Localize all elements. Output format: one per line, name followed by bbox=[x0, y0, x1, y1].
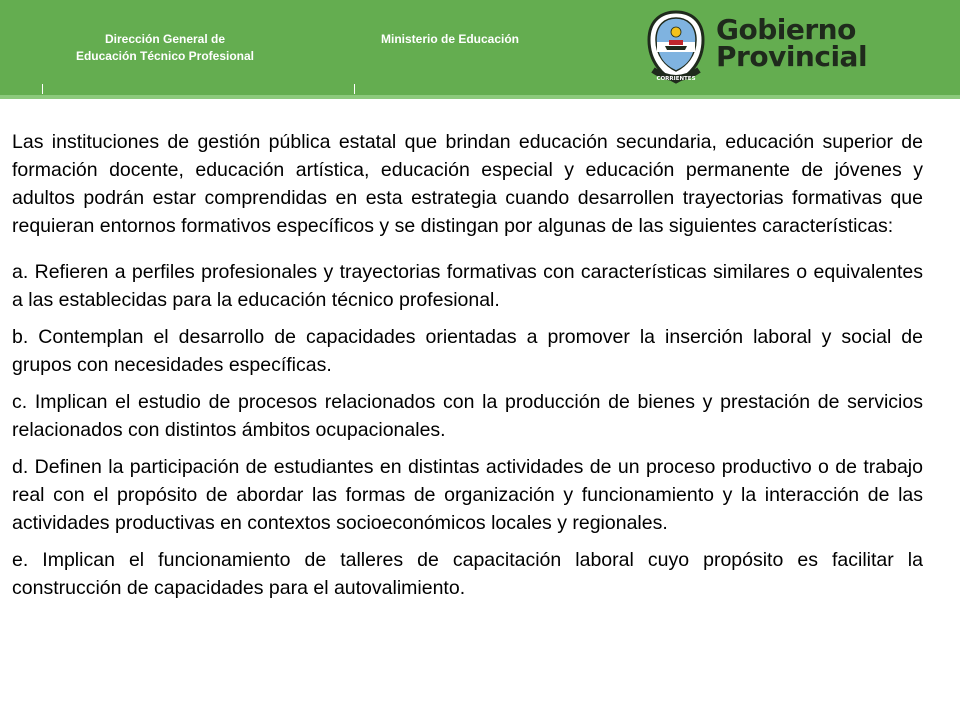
brand-line-2: Provincial bbox=[716, 40, 868, 73]
directorate-line-2: Educación Técnico Profesional bbox=[75, 49, 255, 63]
gobierno-provincial-logo bbox=[716, 13, 868, 73]
slide-body bbox=[12, 128, 923, 611]
seal-inscription: CORRIENTES bbox=[656, 76, 696, 82]
directorate-title bbox=[30, 31, 300, 65]
header-divider-left bbox=[42, 84, 43, 94]
ministry-title: Ministerio de Educación bbox=[380, 32, 520, 46]
list-item-a: a. Refieren a perfiles profesionales y trayectorias formativas con características similares o equivalentes a las establecidas para la educación técnico profesional. bbox=[12, 261, 923, 311]
list-item-c: c. Implican el estudio de procesos relacionados con la producción de bienes y prestación de servicios relacionados con distintos ámbitos ocupacionales. bbox=[12, 391, 923, 441]
list-item-d: d. Definen la participación de estudiantes en distintas actividades de un proceso productivo o de trabajo real con el propósito de abordar las formas de organización y funcionamiento y la interacción de las actividades productivas en contextos socioeconómicos locales y regionales. bbox=[12, 456, 923, 534]
header-divider-mid bbox=[354, 84, 355, 94]
directorate-line-1: Dirección General de bbox=[104, 32, 226, 46]
header-rule bbox=[0, 95, 960, 99]
corrientes-seal-logo bbox=[645, 10, 707, 84]
brand-line-1: Gobierno bbox=[716, 13, 856, 46]
header-bar bbox=[0, 0, 960, 95]
intro-paragraph: Las instituciones de gestión pública estatal que brindan educación secundaria, educación superior de formación docente, educación artística, educación especial y educación permanente de jóvenes y adultos podrán estar comprendidas en esta estrategia cuando desarrollen trayectorias formativas que requieran entornos formativos específicos y se distingan por algunas de las siguientes características: bbox=[12, 131, 923, 237]
list-item-b: b. Contemplan el desarrollo de capacidades orientadas a promover la inserción laboral y social de grupos con necesidades específicas. bbox=[12, 326, 923, 376]
list-item-e: e. Implican el funcionamiento de talleres de capacitación laboral cuyo propósito es facilitar la construcción de capacidades para el autovalimiento. bbox=[12, 549, 923, 599]
